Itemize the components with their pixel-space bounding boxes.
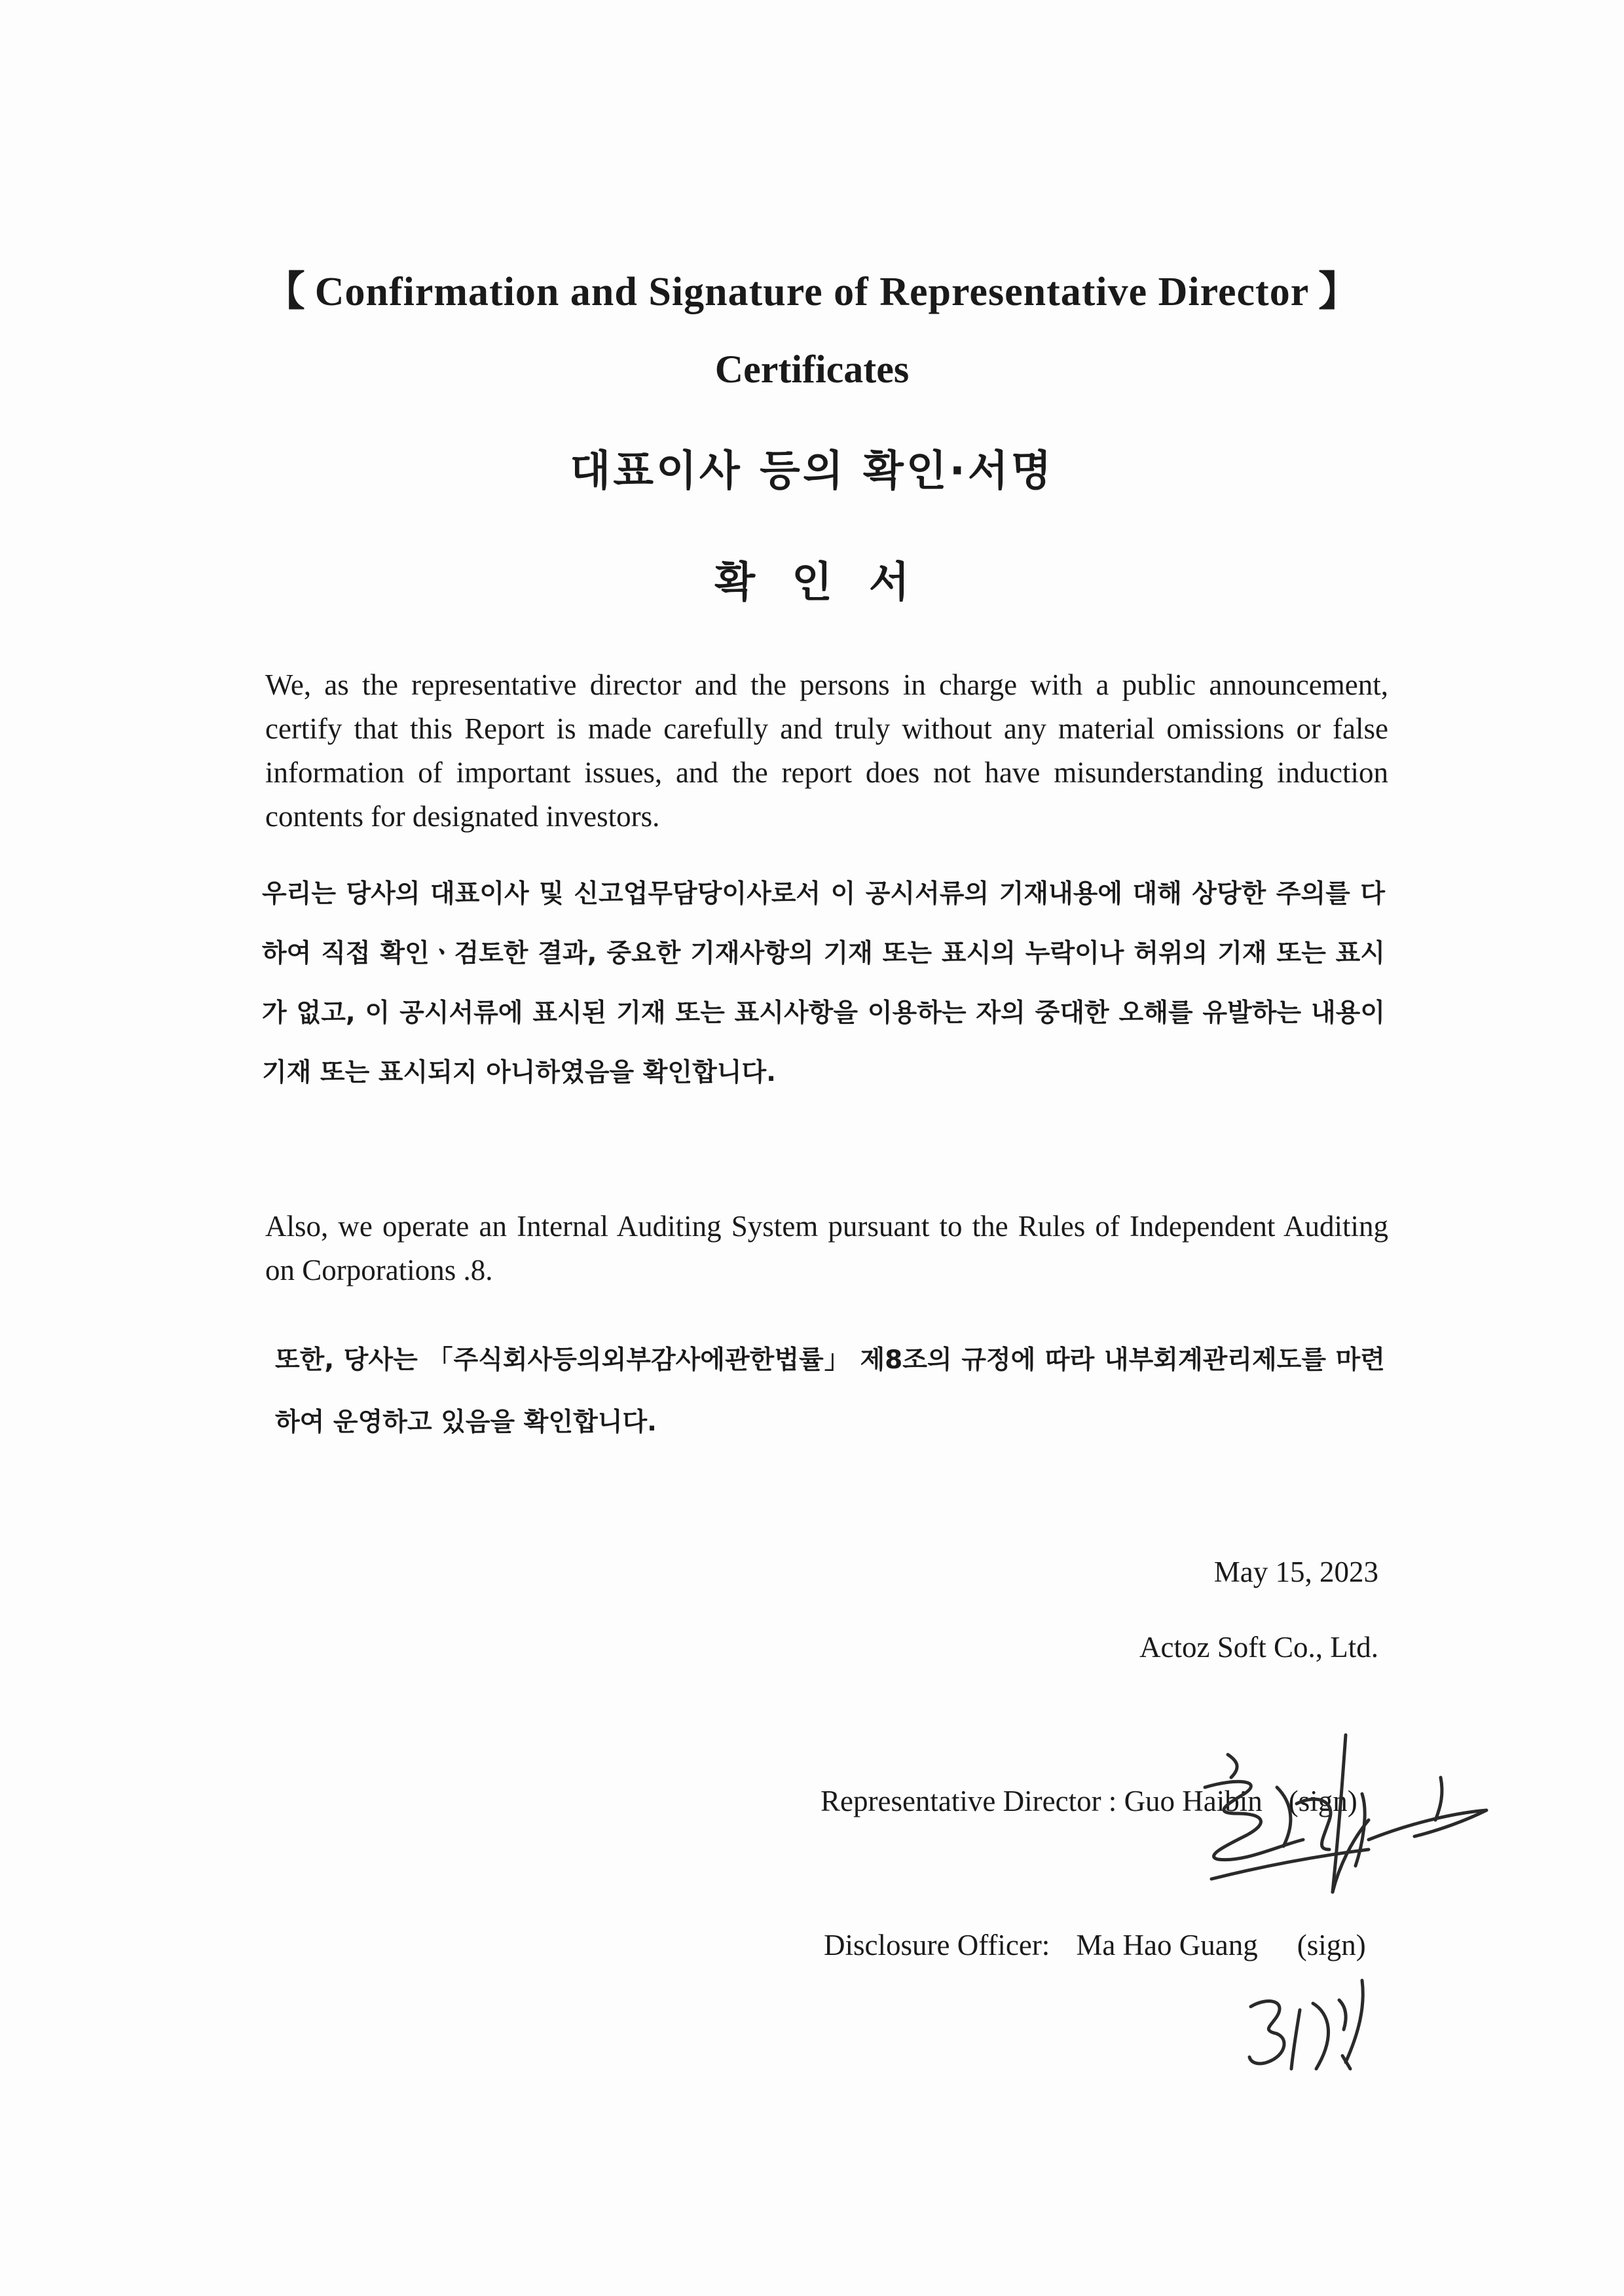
korean-title: 대표이사 등의 확인·서명 (570, 447, 1054, 496)
representative-name: Guo Haibin (1124, 1785, 1263, 1817)
bracket-close: 】 (1318, 267, 1360, 315)
document-date: May 15, 2023 (1213, 1556, 1378, 1588)
officer-sign-mark: (sign) (1297, 1929, 1366, 1961)
korean-subtitle: 확인서 (714, 558, 946, 607)
officer-handwritten-signature (1231, 1971, 1388, 2082)
certification-paragraph-ko: 우리는 당사의 대표이사 및 신고업무담당이사로서 이 공시서류의 기재내용에 대해 상당한 주의를 다하여 직접 확인ㆍ검토한 결과, 중요한 기재사항의 기재 또는 표시의 누락이나 허위의 기재 또는 표시가 없고, 이 공시서류에 표시된 기재 또는 표시사항을 이용하는 자의 중대한 오해를 유발하는 내용이 기재 또는 표시되지 아니하였음을 확인합니다. (262, 879, 1385, 1087)
company-name: Actoz Soft Co., Ltd. (1139, 1631, 1378, 1664)
officer-name: Ma Hao Guang (1076, 1929, 1258, 1961)
internal-audit-paragraph-ko: 또한, 당사는 「주식회사등의외부감사에관한법률」 제8조의 규정에 따라 내부회계관리제도를 마련하여 운영하고 있음을 확인합니다. (275, 1345, 1385, 1437)
document-subtitle: Certificates (714, 348, 910, 391)
representative-handwritten-signature (1166, 1715, 1506, 1918)
representative-sign-mark: (sign) (1288, 1785, 1357, 1817)
bracket-open: 【 (264, 267, 306, 315)
document-title (0, 259, 1624, 317)
representative-label: Representative Director : (821, 1785, 1117, 1817)
officer-label: Disclosure Officer: (824, 1929, 1050, 1961)
disclosure-officer-signature-line (824, 1928, 1366, 1962)
title-text: Confirmation and Signature of Representative Director (314, 270, 1310, 314)
internal-audit-paragraph-en: Also, we operate an Internal Auditing System pursuant to the Rules of Independent Auditing on Corporations .8. (265, 1210, 1388, 1286)
certification-paragraph-en: We, as the representative director and the persons in charge with a public announcement, certify that this Report is made carefully and truly without any material omissions or false information of important issues, and the report does not have misunderstanding induction contents for designated investors. (265, 668, 1388, 833)
